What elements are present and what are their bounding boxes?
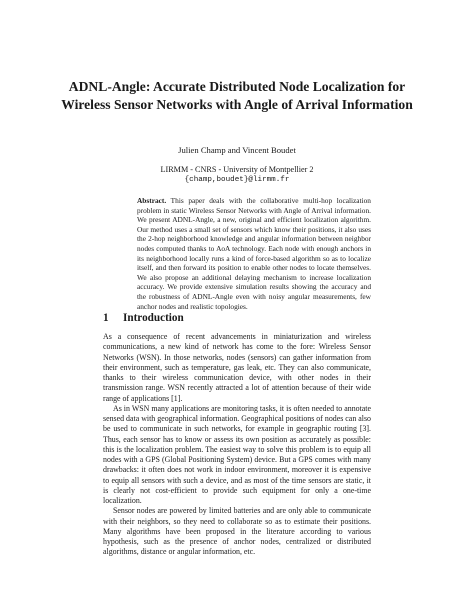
author-email: {champ,boudet}@lirmm.fr	[184, 176, 290, 184]
abstract	[137, 196, 371, 311]
section-number: 1	[103, 312, 109, 324]
paper-title: ADNL-Angle: Accurate Distributed Node Localization for Wireless Sensor Networks with Angle of Arrival Information	[61, 79, 413, 112]
section-heading	[103, 311, 184, 325]
paragraph: Sensor nodes are powered by limited batteries and are only able to communicate with their neighbors, so they need to collaborate so as to estimate their positions. Many algorithms have been proposed in the literature according to various hypothesis, such as the presence of anchor nodes, centralized or distributed algorithms, distance or angular information, etc.	[103, 506, 371, 557]
section-title: Introduction	[123, 312, 184, 324]
abstract-text: This paper deals with the collaborative multi-hop localization problem in static Wireless Sensor Networks with Angle of Arrival information. We present ADNL-Angle, a new, original and efficient localization algorithm. Our method uses a small set of sensors which know their positions, it also uses the 2-hop neighborhood knowledge and angular information between neighbor nodes computed thanks to AoA technology. Each node with enough anchors in its neighborhood locally runs a kind of force-based algorithm so as to localize itself, and then forward its position to enable other nodes to locate themselves. We also propose an additional delaying mechanism to increase localization accuracy. We provide extensive simulation results showing the accuracy and the robustness of ADNL-Angle even with noisy angular measurements, few anchor nodes and realistic topologies.	[137, 196, 371, 311]
body-text	[103, 332, 371, 558]
affiliation: LIRMM - CNRS - University of Montpellier 2	[160, 165, 314, 174]
paragraph: As in WSN many applications are monitoring tasks, it is often needed to annotate sensed data with geographical information. Geographical positions of nodes can also be used to communicate in such networks, for example in geographic routing [3]. Thus, each sensor has to know or assess its own position as accurately as possible: this is the localization problem. The easiest way to solve this problem is to equip all nodes with a GPS (Global Positioning System) device. But a GPS comes with many drawbacks: it often does not work in indoor environment, moreover it is expensive to equip all sensors with such a device, and as most of the time sensors are static, it is clearly not cost-efficient to provide such equipment for only a one-time localization.	[103, 403, 371, 505]
abstract-label: Abstract.	[137, 196, 167, 205]
authors: Julien Champ and Vincent Boudet	[178, 145, 296, 155]
paragraph: As a consequence of recent advancements in miniaturization and wireless communications, a new kind of network has come to the fore: Wireless Sensor Networks (WSN). In those networks, nodes (sensors) can gather information from their environment, such as temperature, gas leak, etc. They can also communicate, thanks to their wireless communication device, with other nodes in their transmission range. WSN recently attracted a lot of attention because of their wide range of applications [1].	[103, 332, 371, 403]
